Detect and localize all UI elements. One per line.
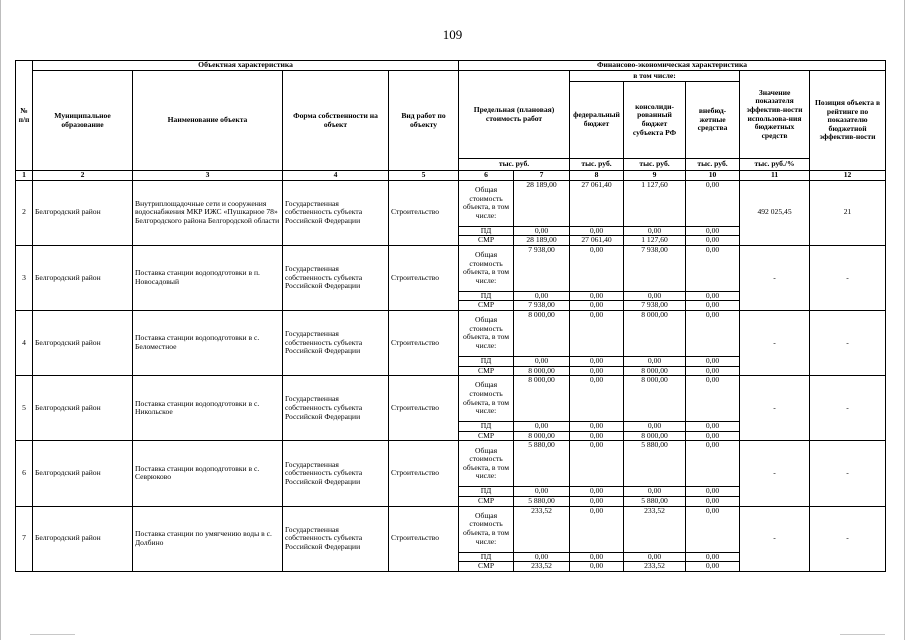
object-name-cell: Поставка станции водоподготовки в с. Беломестное [133, 310, 283, 375]
consolidated-value: 8 000,00 [624, 376, 686, 422]
smr-label: СМР [459, 431, 514, 441]
municipality-cell: Белгородский район [33, 245, 133, 310]
total-cost-value: 7 938,00 [514, 245, 570, 291]
smr-extrabudget: 0,00 [686, 562, 740, 572]
smr-extrabudget: 0,00 [686, 366, 740, 376]
smr-consolidated: 8 000,00 [624, 431, 686, 441]
row-number: 7 [16, 506, 33, 571]
rating-value: - [810, 245, 886, 310]
column-number: 11 [740, 171, 810, 181]
row-number: 6 [16, 441, 33, 506]
table-row [16, 245, 886, 291]
header-federal: федеральный бюджет [570, 82, 624, 159]
pd-extrabudget: 0,00 [686, 487, 740, 497]
federal-value: 0,00 [570, 245, 624, 291]
pd-consolidated: 0,00 [624, 356, 686, 366]
consolidated-value: 8 000,00 [624, 310, 686, 356]
federal-value: 0,00 [570, 310, 624, 356]
column-number: 2 [33, 171, 133, 181]
extrabudget-value: 0,00 [686, 310, 740, 356]
smr-total: 8 000,00 [514, 431, 570, 441]
total-cost-value: 8 000,00 [514, 376, 570, 422]
row-number: 4 [16, 310, 33, 375]
federal-value: 27 061,40 [570, 180, 624, 226]
pd-label: ПД [459, 226, 514, 236]
table-row [16, 441, 886, 487]
municipality-cell: Белгородский район [33, 310, 133, 375]
efficiency-value: 492 025,45 [740, 180, 810, 245]
ownership-cell: Государственная собственность субъекта Российской Федерации [283, 441, 389, 506]
column-number: 8 [570, 171, 624, 181]
smr-label: СМР [459, 496, 514, 506]
total-cost-label: Общая стоимость объекта, в том числе: [459, 180, 514, 226]
header-planned-cost: Предельная (плановая) стоимость работ [459, 71, 570, 159]
municipality-cell: Белгородский район [33, 180, 133, 245]
object-name-cell: Поставка станции водоподготовки в с. Севрюково [133, 441, 283, 506]
consolidated-value: 5 880,00 [624, 441, 686, 487]
smr-federal: 0,00 [570, 366, 624, 376]
total-cost-label: Общая стоимость объекта, в том числе: [459, 245, 514, 291]
pd-extrabudget: 0,00 [686, 552, 740, 562]
table-row [16, 506, 886, 552]
pd-extrabudget: 0,00 [686, 356, 740, 366]
pd-extrabudget: 0,00 [686, 291, 740, 301]
column-number: 3 [133, 171, 283, 181]
smr-consolidated: 7 938,00 [624, 301, 686, 311]
smr-label: СМР [459, 562, 514, 572]
rating-value: - [810, 506, 886, 571]
total-cost-label: Общая стоимость объекта, в том числе: [459, 441, 514, 487]
header-fin-char: Финансово-экономическая характеристика [459, 61, 886, 71]
total-cost-value: 233,52 [514, 506, 570, 552]
column-number: 1 [16, 171, 33, 181]
smr-extrabudget: 0,00 [686, 301, 740, 311]
work-type-cell: Строительство [389, 441, 459, 506]
header-ownership: Форма собственности на объект [283, 71, 389, 171]
header-including: в том числе: [570, 71, 740, 82]
scan-left-edge [0, 0, 1, 640]
rating-value: - [810, 441, 886, 506]
efficiency-value: - [740, 506, 810, 571]
smr-total: 233,52 [514, 562, 570, 572]
pd-consolidated: 0,00 [624, 422, 686, 432]
unit-planned: тыс. руб. [459, 159, 570, 171]
extrabudget-value: 0,00 [686, 441, 740, 487]
header-object-name: Наименование объекта [133, 71, 283, 171]
header-num: № п/п [16, 61, 33, 171]
efficiency-value: - [740, 310, 810, 375]
smr-federal: 0,00 [570, 301, 624, 311]
extrabudget-value: 0,00 [686, 180, 740, 226]
total-cost-label: Общая стоимость объекта, в том числе: [459, 310, 514, 356]
consolidated-value: 233,52 [624, 506, 686, 552]
smr-label: СМР [459, 301, 514, 311]
efficiency-value: - [740, 376, 810, 441]
header-efficiency: Значение показателя эффектив-ности использова-ния бюджетных средств [740, 71, 810, 159]
pd-federal: 0,00 [570, 356, 624, 366]
total-cost-value: 5 880,00 [514, 441, 570, 487]
pd-consolidated: 0,00 [624, 226, 686, 236]
column-number: 7 [514, 171, 570, 181]
ownership-cell: Государственная собственность субъекта Российской Федерации [283, 245, 389, 310]
pd-total: 0,00 [514, 291, 570, 301]
smr-total: 8 000,00 [514, 366, 570, 376]
smr-federal: 0,00 [570, 431, 624, 441]
work-type-cell: Строительство [389, 506, 459, 571]
rating-value: - [810, 376, 886, 441]
efficiency-value: - [740, 245, 810, 310]
federal-value: 0,00 [570, 376, 624, 422]
pd-extrabudget: 0,00 [686, 226, 740, 236]
column-number: 5 [389, 171, 459, 181]
unit-efficiency: тыс. руб./% [740, 159, 810, 171]
table-body [16, 61, 886, 572]
extrabudget-value: 0,00 [686, 245, 740, 291]
smr-consolidated: 233,52 [624, 562, 686, 572]
pd-federal: 0,00 [570, 552, 624, 562]
pd-label: ПД [459, 422, 514, 432]
unit-federal: тыс. руб. [570, 159, 624, 171]
federal-value: 0,00 [570, 441, 624, 487]
rating-value: - [810, 310, 886, 375]
column-number: 4 [283, 171, 389, 181]
pd-consolidated: 0,00 [624, 487, 686, 497]
smr-federal: 0,00 [570, 496, 624, 506]
object-name-cell: Поставка станции по умягчению воды в с. Долбино [133, 506, 283, 571]
scan-artifact [840, 634, 885, 635]
pd-label: ПД [459, 552, 514, 562]
total-cost-value: 8 000,00 [514, 310, 570, 356]
ownership-cell: Государственная собственность субъекта Российской Федерации [283, 376, 389, 441]
scan-artifact [30, 634, 75, 635]
unit-extrabudget: тыс. руб. [686, 159, 740, 171]
row-number: 3 [16, 245, 33, 310]
pd-total: 0,00 [514, 487, 570, 497]
ownership-cell: Государственная собственность субъекта Российской Федерации [283, 310, 389, 375]
municipality-cell: Белгородский район [33, 441, 133, 506]
federal-value: 0,00 [570, 506, 624, 552]
header-extrabudget: внебюд-жетные средства [686, 82, 740, 159]
consolidated-value: 7 938,00 [624, 245, 686, 291]
smr-consolidated: 1 127,60 [624, 236, 686, 246]
pd-total: 0,00 [514, 226, 570, 236]
total-cost-label: Общая стоимость объекта, в том числе: [459, 506, 514, 552]
smr-extrabudget: 0,00 [686, 236, 740, 246]
object-name-cell: Поставка станции водоподготовки в с. Никольское [133, 376, 283, 441]
consolidated-value: 1 127,60 [624, 180, 686, 226]
pd-consolidated: 0,00 [624, 552, 686, 562]
unit-consolidated: тыс. руб. [624, 159, 686, 171]
rating-value: 21 [810, 180, 886, 245]
total-cost-label: Общая стоимость объекта, в том числе: [459, 376, 514, 422]
pd-federal: 0,00 [570, 487, 624, 497]
row-number: 5 [16, 376, 33, 441]
ownership-cell: Государственная собственность субъекта Российской Федерации [283, 180, 389, 245]
extrabudget-value: 0,00 [686, 376, 740, 422]
column-number: 6 [459, 171, 514, 181]
object-name-cell: Поставка станции водоподготовки в п. Новосадовый [133, 245, 283, 310]
pd-extrabudget: 0,00 [686, 422, 740, 432]
municipality-cell: Белгородский район [33, 506, 133, 571]
work-type-cell: Строительство [389, 376, 459, 441]
smr-total: 7 938,00 [514, 301, 570, 311]
header-object-char: Объектная характеристика [33, 61, 459, 71]
work-type-cell: Строительство [389, 310, 459, 375]
smr-federal: 27 061,40 [570, 236, 624, 246]
extrabudget-value: 0,00 [686, 506, 740, 552]
ownership-cell: Государственная собственность субъекта Российской Федерации [283, 506, 389, 571]
smr-consolidated: 8 000,00 [624, 366, 686, 376]
smr-federal: 0,00 [570, 562, 624, 572]
total-cost-value: 28 189,00 [514, 180, 570, 226]
table-row [16, 310, 886, 356]
table-row [16, 376, 886, 422]
smr-consolidated: 5 880,00 [624, 496, 686, 506]
header-rating: Позиция объекта в рейтинге по показателю бюджетной эффектив-ности [810, 71, 886, 171]
column-number: 9 [624, 171, 686, 181]
efficiency-value: - [740, 441, 810, 506]
smr-label: СМР [459, 236, 514, 246]
pd-label: ПД [459, 291, 514, 301]
pd-label: ПД [459, 487, 514, 497]
work-type-cell: Строительство [389, 180, 459, 245]
smr-total: 28 189,00 [514, 236, 570, 246]
pd-federal: 0,00 [570, 422, 624, 432]
column-number: 10 [686, 171, 740, 181]
header-municipality: Муниципальное образование [33, 71, 133, 171]
column-number: 12 [810, 171, 886, 181]
table-row [16, 180, 886, 226]
header-work-type: Вид работ по объекту [389, 71, 459, 171]
pd-federal: 0,00 [570, 226, 624, 236]
smr-extrabudget: 0,00 [686, 431, 740, 441]
municipality-cell: Белгородский район [33, 376, 133, 441]
pd-total: 0,00 [514, 356, 570, 366]
pd-total: 0,00 [514, 552, 570, 562]
smr-extrabudget: 0,00 [686, 496, 740, 506]
pd-total: 0,00 [514, 422, 570, 432]
pd-label: ПД [459, 356, 514, 366]
financial-table [15, 60, 886, 571]
page-number: 109 [442, 27, 463, 42]
header-consolidated: консолиди-рованный бюджет субъекта РФ [624, 82, 686, 159]
pd-federal: 0,00 [570, 291, 624, 301]
smr-total: 5 880,00 [514, 496, 570, 506]
smr-label: СМР [459, 366, 514, 376]
pd-consolidated: 0,00 [624, 291, 686, 301]
object-name-cell: Внутриплощадочные сети и сооружения водоснабжения МКР ИЖС «Пушкарное 78» Белгородского района Белгородской области [133, 180, 283, 245]
work-type-cell: Строительство [389, 245, 459, 310]
row-number: 2 [16, 180, 33, 245]
